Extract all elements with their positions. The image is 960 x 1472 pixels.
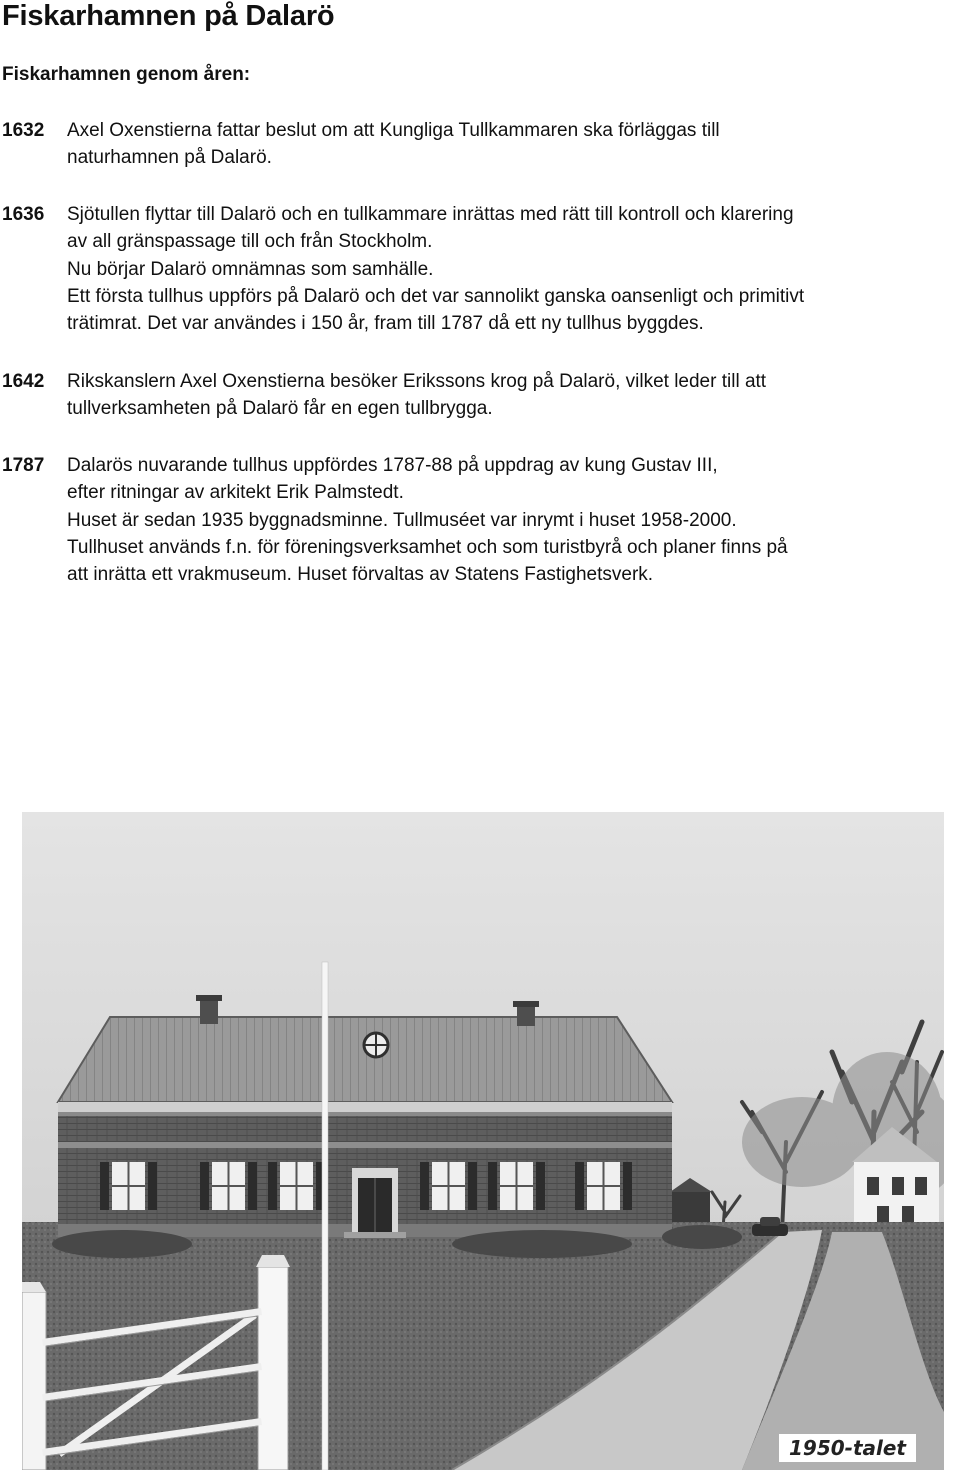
entry-line: Axel Oxenstierna fattar beslut om att Kungliga Tullkammaren ska förläggas till — [67, 120, 720, 141]
entry-line: Dalarös nuvarande tullhus uppfördes 1787-88 på uppdrag av kung Gustav III, — [67, 455, 718, 476]
entry-line: att inrätta ett vrakmuseum. Huset förvaltas av Statens Fastighetsverk. — [67, 564, 654, 586]
entry-line: tullverksamheten på Dalarö får en egen tullbrygga. — [67, 398, 493, 420]
entry-text — [67, 201, 960, 337]
photo-caption: 1950-talet — [779, 1434, 916, 1462]
entry-text — [67, 368, 960, 423]
entry-year: 1636 — [2, 204, 45, 225]
chimney — [517, 1004, 535, 1026]
page-title: Fiskarhamnen på Dalarö — [2, 0, 335, 32]
entry-text — [67, 117, 960, 172]
entry-year: 1632 — [2, 120, 45, 141]
gate-post — [22, 1292, 46, 1470]
entry-line: Sjötullen flyttar till Dalarö och en tullkammare inrättas med rätt till kontroll och klarering — [67, 204, 794, 225]
entry-line: Tullhuset används f.n. för föreningsverksamhet och som turistbyrå och planer finns på — [67, 536, 788, 558]
entry-line: av all gränspassage till och från Stockholm. — [67, 231, 433, 253]
entry-line: trätimrat. Det var användes i 150 år, fram till 1787 då ett ny tullhus byggdes. — [67, 313, 704, 335]
entry-line: Ett första tullhus uppförs på Dalarö och det var sannolikt ganska oansenligt och primitivt — [67, 285, 805, 307]
entry-text — [67, 452, 960, 588]
building-roof — [58, 1017, 672, 1102]
entry-line: Rikskanslern Axel Oxenstierna besöker Erikssons krog på Dalarö, vilket leder till att — [67, 371, 767, 392]
entry-line: naturhamnen på Dalarö. — [67, 147, 272, 169]
photo-illustration — [22, 812, 944, 1470]
entry-line: Huset är sedan 1935 byggnadsminne. Tullmuséet var inrymt i huset 1958-2000. — [67, 509, 737, 531]
entry-line: efter ritningar av arkitekt Erik Palmstedt. — [67, 482, 404, 504]
page-subtitle: Fiskarhamnen genom åren: — [2, 64, 251, 85]
gate-post — [258, 1267, 288, 1470]
flagpole — [322, 962, 328, 1470]
chimney — [200, 998, 218, 1024]
front-door — [344, 1168, 406, 1238]
customs-house-photo — [22, 812, 944, 1470]
entry-year: 1642 — [2, 371, 45, 392]
entry-line: Nu börjar Dalarö omnämnas som samhälle. — [67, 258, 434, 280]
entry-year: 1787 — [2, 455, 45, 476]
